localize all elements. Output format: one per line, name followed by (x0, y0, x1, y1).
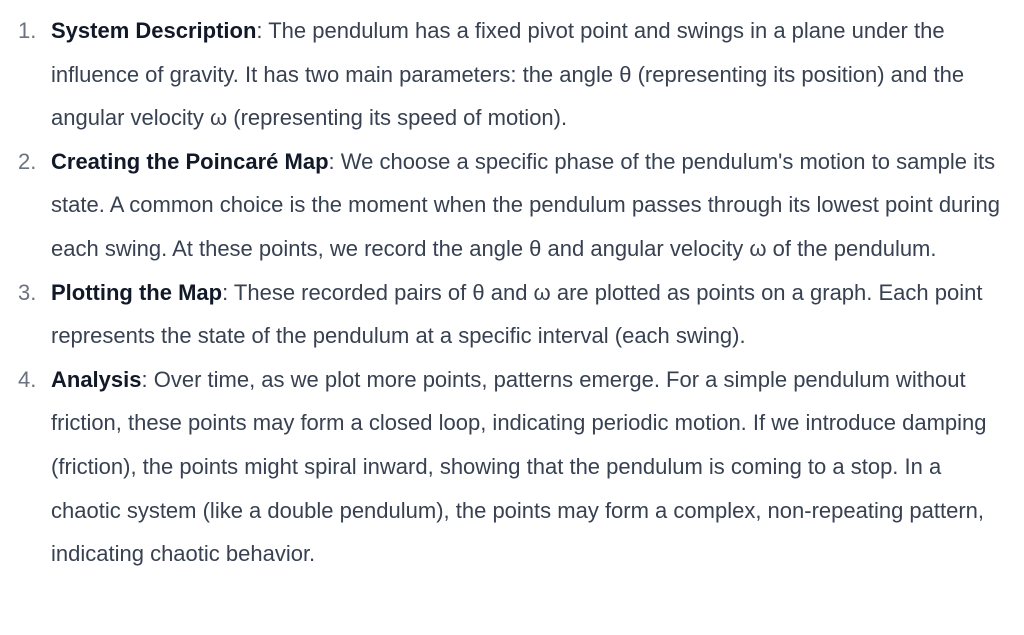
list-item-plotting-the-map (0, 271, 1024, 358)
list-item-term: Creating the Poincaré Map (51, 148, 329, 174)
list-item-term: System Description (51, 18, 257, 43)
list-item-text: : Over time, as we plot more points, patterns emerge. For a simple pendulum without friction, these points may form a closed loop, indicating periodic motion. If we introduce damping (friction), the points might spiral inward, showing that the pendulum is coming to a stop. In a chaotic system (like a double pendulum), the points may form a complex, non-repeating pattern, indicating chaotic behavior. (51, 366, 987, 567)
list-item-term: Analysis (51, 366, 142, 392)
list-item-creating-poincare-map (0, 140, 1024, 271)
list-number: 3. (18, 279, 37, 305)
list-item-text: : We choose a specific phase of the pendulum's motion to sample its state. A common choice is the moment when the pendulum passes through its lowest point during each swing. At these points, we record the angle θ and angular velocity ω of the pendulum. (51, 148, 1000, 261)
list-item-term: Plotting the Map (51, 279, 223, 305)
list-item-text: : The pendulum has a fixed pivot point and swings in a plane under the influence of gravity. It has two main parameters: the angle θ (representing its position) and the angular velocity ω (representing its speed of motion). (51, 18, 965, 131)
list-number: 4. (18, 366, 37, 392)
list-item-system-description (0, 9, 1024, 140)
numbered-list (0, 9, 1024, 576)
list-item-text: : These recorded pairs of θ and ω are plotted as points on a graph. Each point represents the state of the pendulum at a specific interval (each swing). (51, 279, 983, 349)
list-item-analysis (0, 358, 1024, 576)
list-number: 2. (18, 148, 37, 174)
list-number: 1. (18, 18, 37, 43)
